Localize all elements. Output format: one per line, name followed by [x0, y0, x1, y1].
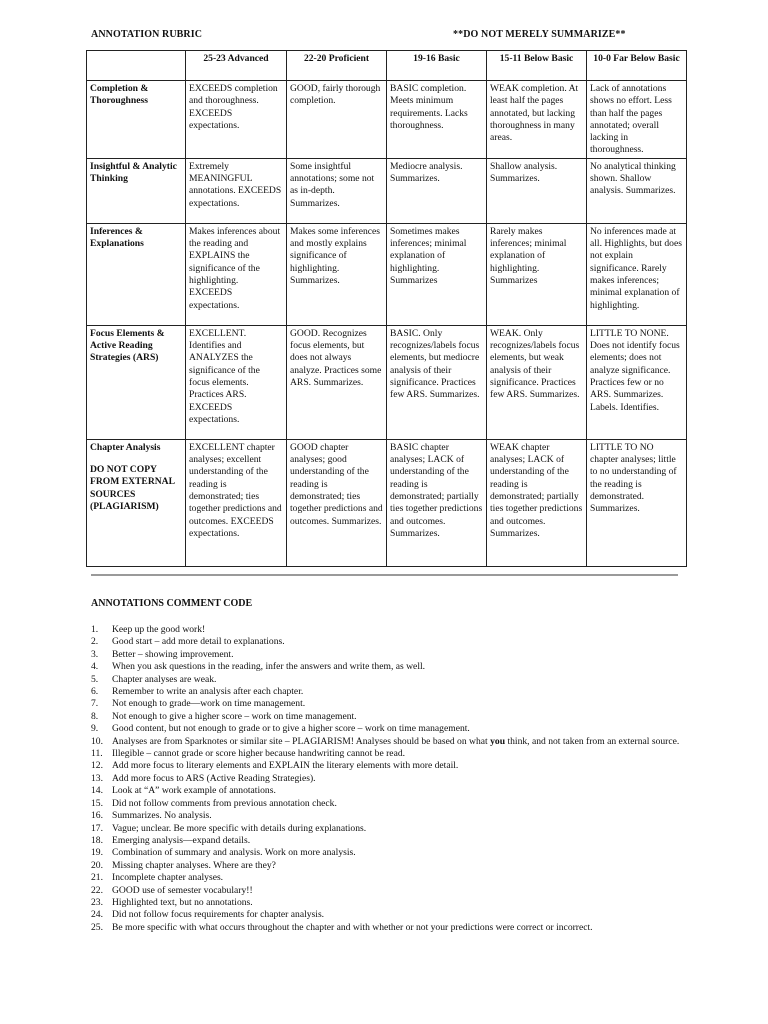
item-number: 16.: [91, 810, 103, 822]
item-number: 10.: [91, 735, 103, 747]
list-item: [91, 785, 691, 797]
comment-code-list: [91, 624, 691, 934]
list-item: [91, 686, 691, 698]
rubric-cell: LITTLE TO NONE. Does not identify focus elements; does not analyze significance. Practices few or no ARS. Summarizes. Labels. Identifies.: [587, 325, 687, 439]
item-number: 2.: [91, 636, 99, 648]
item-number: 6.: [91, 686, 99, 698]
list-item: [91, 674, 691, 686]
rubric-header-advanced: 25-23 Advanced: [186, 51, 287, 81]
item-text: Remember to write an analysis after each chapter.: [112, 686, 304, 698]
list-item: [91, 711, 691, 723]
list-item: [91, 723, 691, 735]
rubric-cell: BASIC completion. Meets minimum requirements. Lacks thoroughness.: [387, 81, 487, 159]
criterion-label: Focus Elements & Active Reading Strategies (ARS): [87, 325, 186, 439]
item-number: 13.: [91, 772, 103, 784]
rubric-cell: Makes inferences about the reading and EXPLAINS the significance of the highlighting. EXCEEDS expectations.: [186, 223, 287, 325]
rubric-cell: Sometimes makes inferences; minimal explanation of highlighting. Summarizes: [387, 223, 487, 325]
list-item: [91, 885, 691, 897]
item-text: Good start – add more detail to explanations.: [112, 636, 285, 648]
item-text: Emerging analysis—expand details.: [112, 834, 251, 846]
rubric-header-below-basic: 15-11 Below Basic: [487, 51, 587, 81]
item-number: 18.: [91, 834, 103, 846]
item-text: Not enough to give a higher score – work on time management.: [112, 710, 357, 722]
item-text: Combination of summary and analysis. Work on more analysis.: [112, 847, 356, 859]
item-number: 11.: [91, 748, 103, 760]
rubric-row-insightful: [87, 158, 687, 223]
item-text: Keep up the good work!: [112, 624, 206, 635]
rubric-cell: EXCEEDS completion and thoroughness. EXCEEDS expectations.: [186, 81, 287, 159]
list-item: [91, 748, 691, 760]
list-item: [91, 872, 691, 884]
rubric-cell: Rarely makes inferences; minimal explanation of highlighting. Summarizes: [487, 223, 587, 325]
item-text: Be more specific with what occurs throughout the chapter and with whether or not your predictions were correct or incorrect.: [112, 921, 593, 933]
rubric-cell: No analytical thinking shown. Shallow analysis. Summarizes.: [587, 158, 687, 223]
rubric-cell: BASIC chapter analyses; LACK of understanding of the reading is demonstrated; partially ties together predictions and outcomes. Summarizes.: [387, 439, 487, 566]
list-item: [91, 823, 691, 835]
rubric-cell: EXCELLENT. Identifies and ANALYZES the significance of the focus elements. Practices ARS. EXCEEDS expectations.: [186, 325, 287, 439]
item-number: 24.: [91, 909, 103, 921]
list-item: [91, 649, 691, 661]
item-number: 25.: [91, 921, 103, 933]
rubric-cell: Shallow analysis. Summarizes.: [487, 158, 587, 223]
rubric-cell: BASIC. Only recognizes/labels focus elements, but mediocre analysis of their significance. Practices few ARS. Summarizes.: [387, 325, 487, 439]
list-item: [91, 773, 691, 785]
item-text: Incomplete chapter analyses.: [112, 872, 224, 884]
plagiarism-warning: DO NOT COPY FROM EXTERNAL SOURCES (PLAGIARISM): [90, 464, 175, 512]
item-number: 5.: [91, 673, 99, 685]
item-text: Good content, but not enough to grade or to give a higher score – work on time management.: [112, 723, 470, 735]
item-number: 19.: [91, 847, 103, 859]
rubric-table: [86, 50, 687, 567]
rubric-cell: GOOD. Recognizes focus elements, but does not always analyze. Practices some ARS. Summarizes.: [287, 325, 387, 439]
item-number: 22.: [91, 884, 103, 896]
rubric-row-inferences: [87, 223, 687, 325]
list-item: [91, 909, 691, 921]
item-number: 1.: [91, 624, 99, 635]
item-text: Analyses are from Sparknotes or similar site – PLAGIARISM! Analyses should be based on what you think, and not taken from an external source.: [112, 735, 680, 747]
item-number: 20.: [91, 859, 103, 871]
list-item: [91, 847, 691, 859]
item-number: 12.: [91, 760, 103, 772]
rubric-cell: GOOD chapter analyses; good understanding of the reading is demonstrated; ties together predictions and outcomes. Summarizes.: [287, 439, 387, 566]
item-number: 8.: [91, 710, 99, 722]
comment-code-title: ANNOTATIONS COMMENT CODE: [91, 598, 253, 609]
item-number: 15.: [91, 797, 103, 809]
item-text: Look at “A” work example of annotations.: [112, 785, 276, 797]
rubric-header-basic: 19-16 Basic: [387, 51, 487, 81]
criterion-label: Completion & Thoroughness: [87, 81, 186, 159]
list-item: [91, 810, 691, 822]
rubric-header-criterion: [87, 51, 186, 81]
item-text: Better – showing improvement.: [112, 648, 234, 660]
criterion-label-text: Chapter Analysis: [90, 441, 161, 453]
item-number: 17.: [91, 822, 103, 834]
criterion-label: [87, 439, 186, 566]
list-item: [91, 835, 691, 847]
rubric-cell: WEAK completion. At least half the pages annotated, but lacking thoroughness in many areas.: [487, 81, 587, 159]
rubric-cell: Makes some inferences and mostly explains significance of highlighting. Summarizes.: [287, 223, 387, 325]
item-text: Not enough to grade—work on time management.: [112, 698, 306, 710]
rubric-cell: Lack of annotations shows no effort. Less than half the pages annotated; overall lacking in thoroughness.: [587, 81, 687, 159]
list-item: [91, 760, 691, 772]
rubric-cell: Some insightful annotations; some not as in-depth. Summarizes.: [287, 158, 387, 223]
list-item: [91, 698, 691, 710]
criterion-label: Insightful & Analytic Thinking: [87, 158, 186, 223]
item-text: GOOD use of semester vocabulary!!: [112, 884, 253, 896]
rubric-cell: GOOD, fairly thorough completion.: [287, 81, 387, 159]
rubric-cell: Extremely MEANINGFUL annotations. EXCEEDS expectations.: [186, 158, 287, 223]
list-item: [91, 736, 691, 748]
rubric-row-chapter-analysis: [87, 439, 687, 566]
item-text: Add more focus to ARS (Active Reading Strategies).: [112, 772, 316, 784]
criterion-label: Inferences & Explanations: [87, 223, 186, 325]
rubric-cell: WEAK. Only recognizes/labels focus elements, but weak analysis of their significance. Practices few ARS. Summarizes.: [487, 325, 587, 439]
rubric-cell: No inferences made at all. Highlights, but does not explain significance. Rarely makes inferences; minimal explanation of highlighting.: [587, 223, 687, 325]
item-text: Highlighted text, but no annotations.: [112, 896, 253, 908]
item-number: 21.: [91, 872, 103, 884]
item-number: 9.: [91, 723, 99, 735]
rubric-title: ANNOTATION RUBRIC: [91, 29, 203, 40]
item-text: Did not follow comments from previous annotation check.: [112, 797, 337, 809]
rubric-header-row: [87, 51, 687, 81]
item-text: Missing chapter analyses. Where are they?: [112, 859, 276, 871]
item-number: 14.: [91, 785, 103, 797]
rubric-row-completion: [87, 81, 687, 159]
summary-warning: **DO NOT MERELY SUMMARIZE**: [453, 29, 626, 40]
rubric-cell: LITTLE TO NO chapter analyses; little to no understanding of the reading is demonstrated. Summarizes.: [587, 439, 687, 566]
list-item: [91, 661, 691, 673]
rubric-header-proficient: 22-20 Proficient: [287, 51, 387, 81]
rubric-row-focus-elements: [87, 325, 687, 439]
page-header: [91, 29, 682, 43]
list-item: [91, 922, 691, 934]
list-item: [91, 897, 691, 909]
section-divider: [91, 574, 678, 576]
list-item: [91, 798, 691, 810]
item-number: 4.: [91, 661, 99, 673]
item-text: Vague; unclear. Be more specific with details during explanations.: [112, 822, 367, 834]
item-number: 3.: [91, 648, 99, 660]
item-text: Did not follow focus requirements for chapter analysis.: [112, 909, 325, 921]
rubric-cell: EXCELLENT chapter analyses; excellent understanding of the reading is demonstrated; ties together predictions and outcomes. EXCEEDS expectations.: [186, 439, 287, 566]
item-text: Illegible – cannot grade or score higher because handwriting cannot be read.: [112, 748, 406, 760]
item-text: When you ask questions in the reading, infer the answers and write them, as well.: [112, 661, 426, 673]
item-text: Chapter analyses are weak.: [112, 673, 217, 685]
rubric-cell: WEAK chapter analyses; LACK of understanding of the reading is demonstrated; partially ties together predictions and outcomes. Summarizes.: [487, 439, 587, 566]
rubric-cell: Mediocre analysis. Summarizes.: [387, 158, 487, 223]
item-number: 7.: [91, 698, 99, 710]
list-item: [91, 860, 691, 872]
rubric-header-far-below-basic: 10-0 Far Below Basic: [587, 51, 687, 81]
list-item: [91, 636, 691, 648]
item-number: 23.: [91, 896, 103, 908]
list-item: [91, 624, 691, 636]
item-text: Add more focus to literary elements and EXPLAIN the literary elements with more detail.: [112, 760, 459, 772]
item-text: Summarizes. No analysis.: [112, 810, 212, 822]
